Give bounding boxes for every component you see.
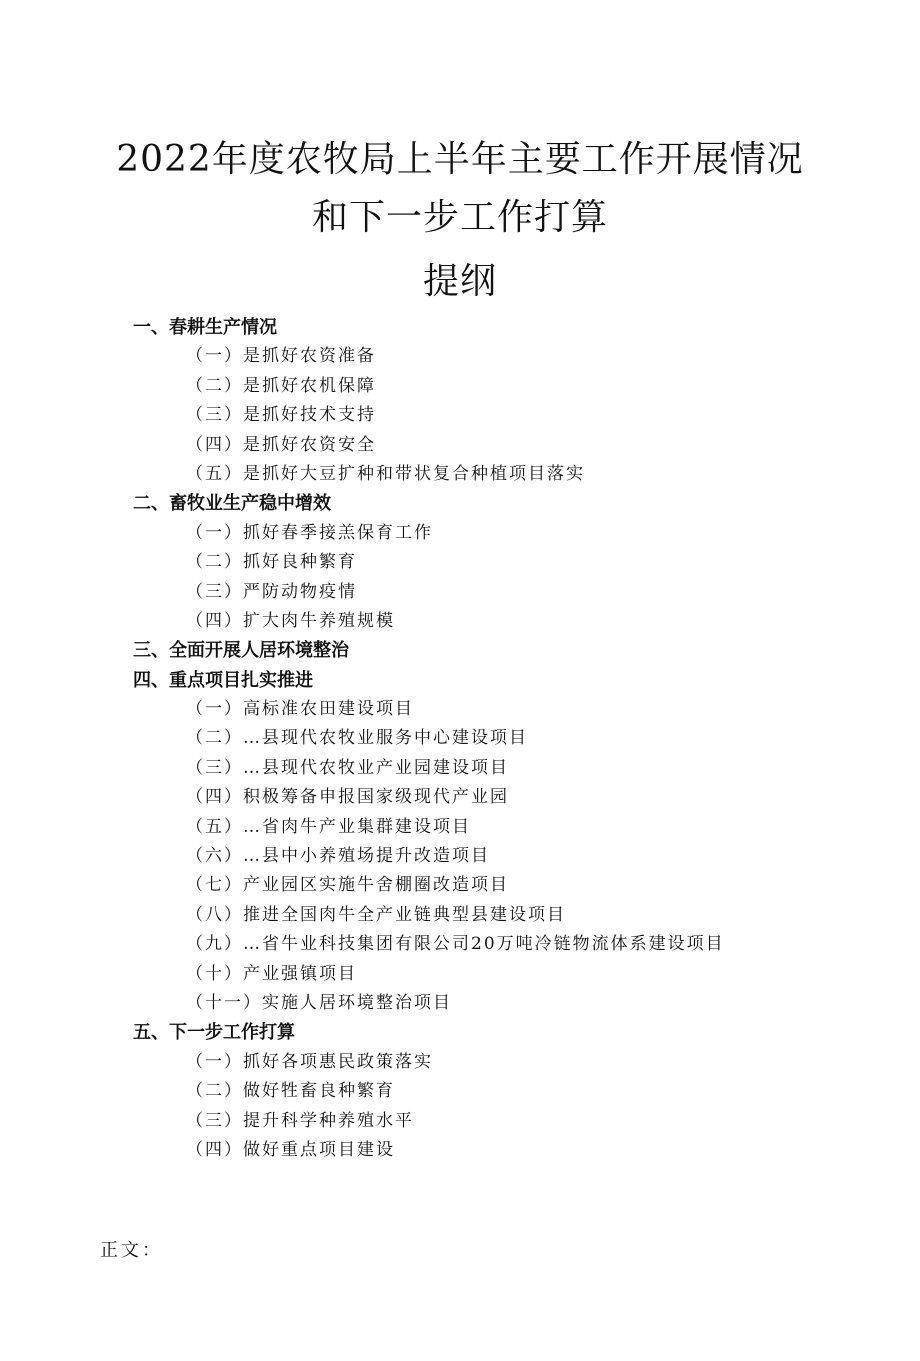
outline-item: （四）扩大肉牛养殖规模 xyxy=(186,610,395,631)
outline-item: （九）…省牛业科技集团有限公司20万吨冷链物流体系建设项目 xyxy=(186,934,725,955)
outline-section-heading: 二、畜牧业生产稳中增效 xyxy=(133,493,331,515)
outline-item: （一）抓好春季接羔保育工作 xyxy=(186,522,433,543)
outline-item: （四）积极筹备申报国家级现代产业园 xyxy=(186,787,509,808)
outline-section-heading: 四、重点项目扎实推进 xyxy=(133,669,313,691)
body-text-label: 正文： xyxy=(100,1240,163,1261)
outline-item: （十一）实施人居环境整治项目 xyxy=(186,992,452,1013)
outline-item: （六）…县中小养殖场提升改造项目 xyxy=(186,846,490,867)
outline-item: （一）高标准农田建设项目 xyxy=(186,699,414,720)
outline-section-heading: 三、全面开展人居环境整治 xyxy=(133,640,349,662)
outline-item: （二）是抓好农机保障 xyxy=(186,375,376,396)
outline-item: （一）是抓好农资准备 xyxy=(186,346,376,367)
outline-item: （三）严防动物疫情 xyxy=(186,581,357,602)
outline-item: （三）是抓好技术支持 xyxy=(186,405,376,426)
outline-item: （三）…县现代农牧业产业园建设项目 xyxy=(186,757,509,778)
outline-item: （七）产业园区实施牛舍棚圈改造项目 xyxy=(186,875,509,896)
outline-item: （五）是抓好大豆扩种和带状复合种植项目落实 xyxy=(186,463,585,484)
outline-item: （三）提升科学种养殖水平 xyxy=(186,1110,414,1131)
outline-item: （四）做好重点项目建设 xyxy=(186,1139,395,1160)
document-title-line-2: 和下一步工作打算 xyxy=(311,197,608,238)
outline-item: （二）做好牲畜良种繁育 xyxy=(186,1081,395,1102)
outline-section-heading: 一、春耕生产情况 xyxy=(133,317,277,338)
outline-item: （八）推进全国肉牛全产业链典型县建设项目 xyxy=(186,904,566,925)
outline-item: （二）…县现代农牧业服务中心建设项目 xyxy=(186,728,528,749)
outline-item: （四）是抓好农资安全 xyxy=(186,434,376,455)
outline-section-heading: 五、下一步工作打算 xyxy=(133,1022,295,1044)
outline-item: （五）…省肉牛产业集群建设项目 xyxy=(186,816,471,837)
document-subtitle: 提纲 xyxy=(422,261,497,302)
outline-item: （二）抓好良种繁育 xyxy=(186,552,357,573)
outline-item: （十）产业强镇项目 xyxy=(186,963,357,984)
document-title-line-1: 2022年度农牧局上半年主要工作开展情况 xyxy=(116,139,804,180)
outline-item: （一）抓好各项惠民政策落实 xyxy=(186,1051,433,1072)
outline-list xyxy=(0,313,920,1165)
